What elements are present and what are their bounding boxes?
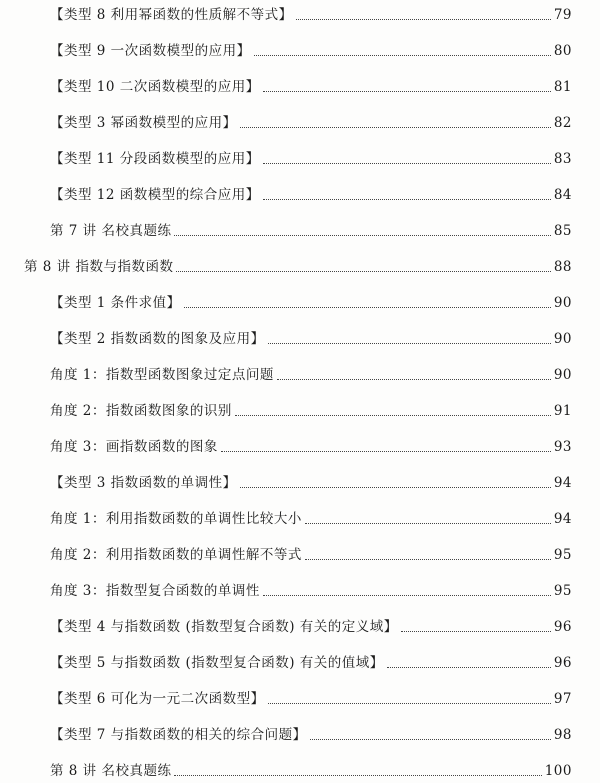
toc-entry[interactable] [50,292,572,312]
toc-entry[interactable] [50,4,572,24]
dot-leader [387,667,551,668]
toc-entry-page: 84 [553,187,572,203]
toc-entry-title: 【类型 1 条件求值】 [50,295,181,311]
toc-entry-page: 88 [553,259,572,275]
toc-entry[interactable] [50,40,572,60]
toc-entry-title: 【类型 7 与指数函数的相关的综合问题】 [50,727,307,743]
toc-entry[interactable] [50,112,572,132]
toc-subentry[interactable] [50,544,572,564]
dot-leader [263,595,551,596]
toc-subentry[interactable] [50,580,572,600]
dot-leader [174,235,550,236]
toc-entry-page: 100 [544,763,572,779]
toc-chapter-entry[interactable] [24,256,572,276]
toc-entry[interactable] [50,328,572,348]
toc-entry-title: 角度 2：指数函数图象的识别 [50,403,232,419]
toc-entry-page: 98 [553,727,572,743]
toc-entry-page: 83 [553,151,572,167]
toc-entry-page: 85 [553,223,572,239]
toc-entry-page: 82 [553,115,572,131]
toc-subentry[interactable] [50,508,572,528]
dot-leader [174,775,541,776]
toc-entry-title: 【类型 4 与指数函数 (指数型复合函数) 有关的定义域】 [50,619,398,635]
toc-entry-title: 【类型 6 可化为一元二次函数型】 [50,691,265,707]
toc-entry-title: 【类型 11 分段函数模型的应用】 [50,151,260,167]
toc-entry-title: 【类型 3 幂函数模型的应用】 [50,115,237,131]
toc-entry-page: 94 [553,511,572,527]
dot-leader [184,307,551,308]
toc-entry-page: 79 [553,7,572,23]
toc-entry[interactable] [50,184,572,204]
dot-leader [240,127,551,128]
toc-subentry[interactable] [50,400,572,420]
dot-leader [305,523,551,524]
dot-leader [263,199,551,200]
dot-leader [176,271,550,272]
toc-entry-title: 角度 3：指数型复合函数的单调性 [50,583,260,599]
toc-entry-page: 90 [553,367,572,383]
dot-leader [235,415,551,416]
toc-entry-title: 【类型 8 利用幂函数的性质解不等式】 [50,7,293,23]
toc-entry-title: 角度 3：画指数函数的图象 [50,439,218,455]
toc-entry-title: 【类型 2 指数函数的图象及应用】 [50,331,265,347]
toc-entry-title: 第 8 讲 指数与指数函数 [24,259,174,275]
toc-entry[interactable] [50,76,572,96]
dot-leader [310,739,551,740]
toc-entry[interactable] [50,220,572,240]
toc-entry-page: 97 [553,691,572,707]
dot-leader [305,559,551,560]
dot-leader [240,487,551,488]
dot-leader [268,703,551,704]
toc-entry[interactable] [50,616,572,636]
toc-entry-page: 95 [553,583,572,599]
toc-entry-title: 角度 2：利用指数函数的单调性解不等式 [50,547,302,563]
dot-leader [268,343,551,344]
toc-entry-title: 【类型 12 函数模型的综合应用】 [50,187,260,203]
toc-entry-page: 90 [553,295,572,311]
toc-entry-page: 94 [553,475,572,491]
toc-entry-page: 96 [553,655,572,671]
dot-leader [221,451,551,452]
toc-entry-page: 91 [553,403,572,419]
toc-entry[interactable] [50,760,572,780]
toc-entry-title: 第 8 讲 名校真题练 [50,763,172,779]
toc-entry-page: 81 [553,79,572,95]
dot-leader [296,19,551,20]
dot-leader [263,91,551,92]
toc-entry-page: 90 [553,331,572,347]
toc-entry-page: 93 [553,439,572,455]
toc-entry-page: 95 [553,547,572,563]
dot-leader [277,379,551,380]
toc-entry-title: 【类型 3 指数函数的单调性】 [50,475,237,491]
toc-subentry[interactable] [50,436,572,456]
toc-entry-title: 【类型 5 与指数函数 (指数型复合函数) 有关的值域】 [50,655,384,671]
dot-leader [263,163,551,164]
toc-entry[interactable] [50,652,572,672]
toc-entry-title: 【类型 9 一次函数模型的应用】 [50,43,251,59]
toc-entry[interactable] [50,148,572,168]
toc-entry-title: 【类型 10 二次函数模型的应用】 [50,79,260,95]
toc-entry-page: 96 [553,619,572,635]
toc-entry-title: 角度 1：利用指数函数的单调性比较大小 [50,511,302,527]
toc-entry[interactable] [50,688,572,708]
toc-entry[interactable] [50,724,572,744]
toc-entry[interactable] [50,472,572,492]
dot-leader [254,55,551,56]
toc-entry-title: 角度 1：指数型函数图象过定点问题 [50,367,274,383]
dot-leader [401,631,551,632]
toc-entry-title: 第 7 讲 名校真题练 [50,223,172,239]
toc-entry-page: 80 [553,43,572,59]
toc-subentry[interactable] [50,364,572,384]
